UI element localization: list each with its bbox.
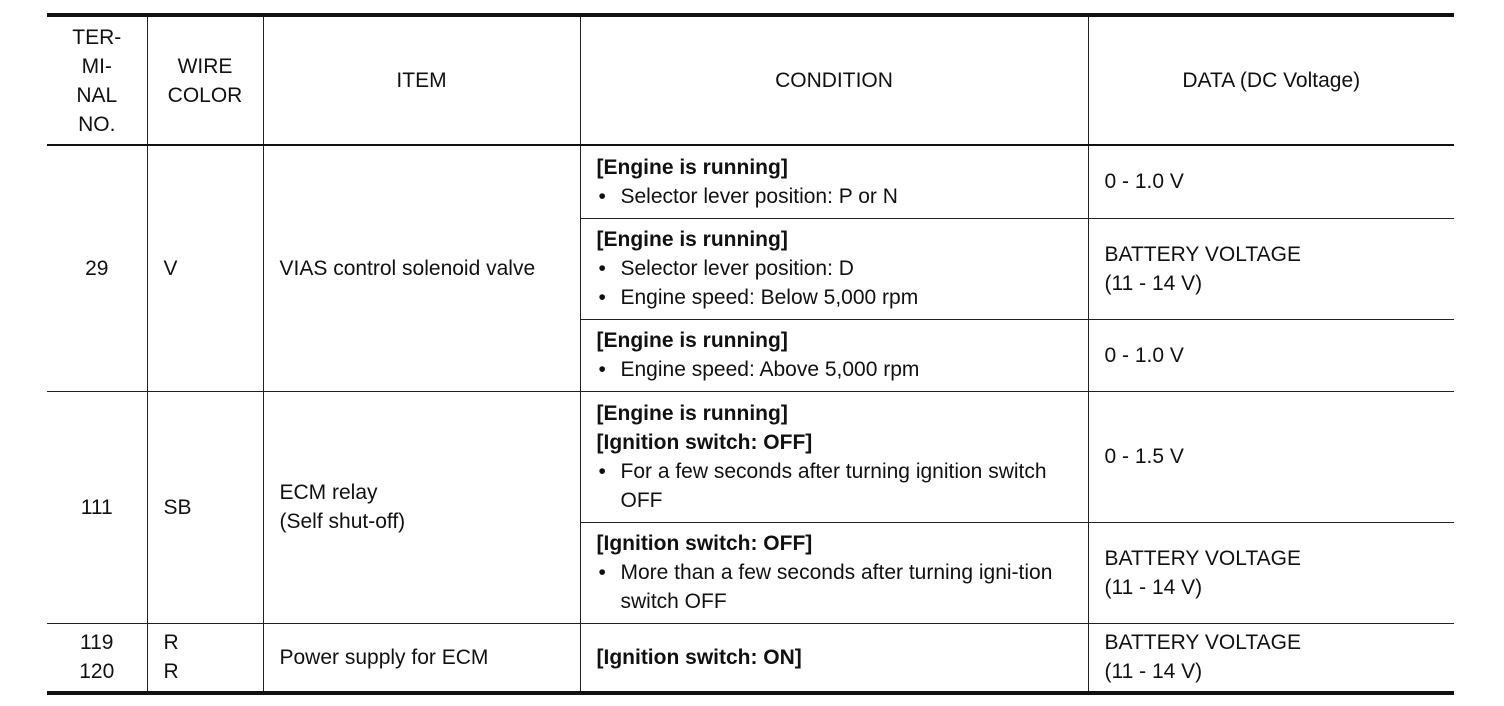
condition-cell bbox=[580, 145, 1088, 218]
header-terminal-no: TER- MI- NAL NO. bbox=[47, 15, 147, 145]
table-header-row bbox=[47, 15, 1454, 145]
condition-cell bbox=[580, 522, 1088, 623]
data-voltage-line: BATTERY VOLTAGE bbox=[1104, 631, 1301, 655]
data-voltage-line: 0 - 1.5 V bbox=[1104, 445, 1184, 468]
condition-bullet-item: • More than a few seconds after turning igni-tion switch OFF bbox=[597, 558, 1074, 616]
data-voltage-cell bbox=[1088, 319, 1454, 391]
condition-bullet-item: • Engine speed: Above 5,000 rpm bbox=[597, 355, 1074, 384]
table-row bbox=[47, 145, 1454, 218]
data-voltage-line: 0 - 1.0 V bbox=[1104, 343, 1184, 367]
data-voltage-cell bbox=[1088, 522, 1454, 623]
wire-color-cell: R R bbox=[147, 623, 263, 693]
item-cell: ECM relay (Self shut-off) bbox=[263, 391, 580, 623]
condition-heading: [Ignition switch: OFF] bbox=[596, 532, 813, 555]
data-voltage-line: BATTERY VOLTAGE bbox=[1104, 242, 1301, 266]
terminal-no-cell: 119 120 bbox=[47, 623, 147, 693]
header-wire-color: WIRE COLOR bbox=[147, 15, 263, 145]
condition-cell bbox=[580, 391, 1088, 522]
condition-cell bbox=[580, 218, 1088, 319]
data-voltage-line: BATTERY VOLTAGE bbox=[1104, 546, 1301, 570]
data-voltage-line: (11 - 14 V) bbox=[1104, 575, 1203, 599]
wire-color-cell: V bbox=[147, 145, 263, 391]
terminal-spec-table bbox=[47, 13, 1454, 695]
data-voltage-line: 0 - 1.0 V bbox=[1104, 170, 1184, 194]
data-voltage-cell bbox=[1088, 145, 1454, 218]
data-voltage-line: (11 - 14 V) bbox=[1104, 660, 1203, 684]
header-data: DATA (DC Voltage) bbox=[1088, 15, 1454, 145]
table-row bbox=[47, 391, 1454, 522]
condition-cell bbox=[580, 623, 1088, 693]
wire-color-cell: SB bbox=[147, 391, 263, 623]
condition-heading: [Engine is running] bbox=[596, 155, 788, 179]
terminal-no-cell: 111 bbox=[47, 391, 147, 623]
condition-heading: [Engine is running] bbox=[596, 401, 788, 425]
condition-cell bbox=[580, 319, 1088, 391]
header-condition: CONDITION bbox=[580, 15, 1088, 145]
item-cell: VIAS control solenoid valve bbox=[263, 145, 580, 391]
condition-heading: [Engine is running] bbox=[596, 329, 788, 352]
condition-heading: [Ignition switch: ON] bbox=[596, 645, 802, 669]
data-voltage-line: (11 - 14 V) bbox=[1104, 271, 1203, 295]
condition-bullet-item: • For a few seconds after turning ignition switch OFF bbox=[597, 457, 1074, 515]
data-voltage-cell bbox=[1088, 623, 1454, 693]
condition-bullet-item: • Engine speed: Below 5,000 rpm bbox=[597, 283, 1074, 312]
terminal-no-cell: 29 bbox=[47, 145, 147, 391]
data-voltage-cell bbox=[1088, 391, 1454, 522]
data-voltage-cell bbox=[1088, 218, 1454, 319]
condition-heading: [Ignition switch: OFF] bbox=[596, 430, 813, 454]
condition-bullet-item: • Selector lever position: P or N bbox=[597, 182, 1074, 211]
condition-heading: [Engine is running] bbox=[596, 228, 788, 251]
condition-bullet-item: • Selector lever position: D bbox=[597, 254, 1074, 283]
item-cell: Power supply for ECM bbox=[263, 623, 580, 693]
header-item: ITEM bbox=[263, 15, 580, 145]
table-row bbox=[47, 623, 1454, 693]
